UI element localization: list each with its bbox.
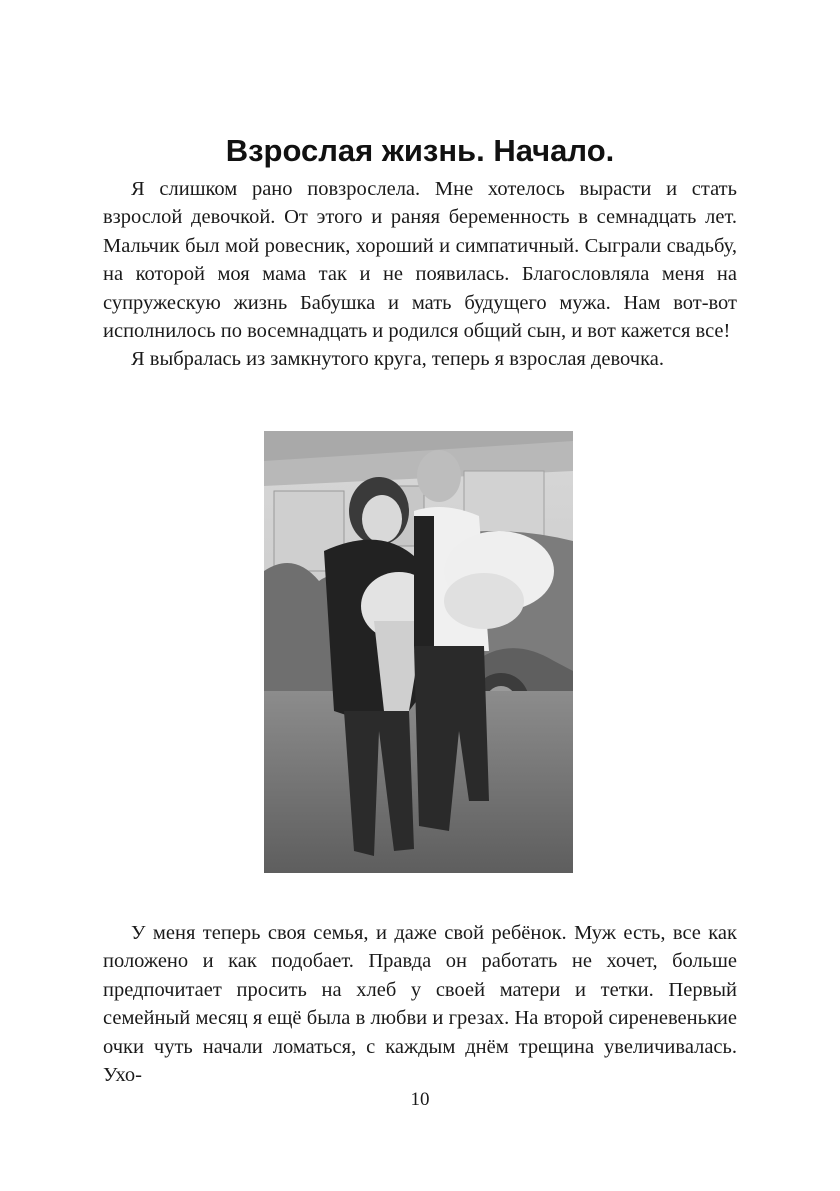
paragraph: У меня теперь своя семья, и даже свой ребёнок. Муж есть, все как положено и как подобает. Правда он работать не хочет, больше предпочитает просить на хлеб у своей матери и тетки. Первый семейный месяц я ещё была в любви и грезах. На второй сиреневенькие очки чуть начали ломаться, с каждым днём трещина увеличивалась. Ухо- <box>103 922 737 1087</box>
text-block-bottom <box>103 919 737 1089</box>
paragraph: Я слишком рано повзрослела. Мне хотелось вырасти и стать взрослой девочкой. От этого и раняя беременность в семнадцать лет. Мальчик был мой ровесник, хороший и симпатичный. Сыграли свадьбу, на которой моя мама так и не появилась. Благословляла меня на супружескую жизнь Бабушка и мать будущего мужа. Нам вот-вот исполнилось по восемнадцать и родился общий сын, и вот кажется все! <box>103 178 737 343</box>
text-block-top <box>103 175 737 374</box>
chapter-title: Взрослая жизнь. Начало. <box>225 132 615 168</box>
couple-photo <box>264 431 573 873</box>
page-number: 10 <box>410 1089 430 1110</box>
paragraph: Я выбралась из замкнутого круга, теперь я взрослая девочка. <box>131 348 664 371</box>
